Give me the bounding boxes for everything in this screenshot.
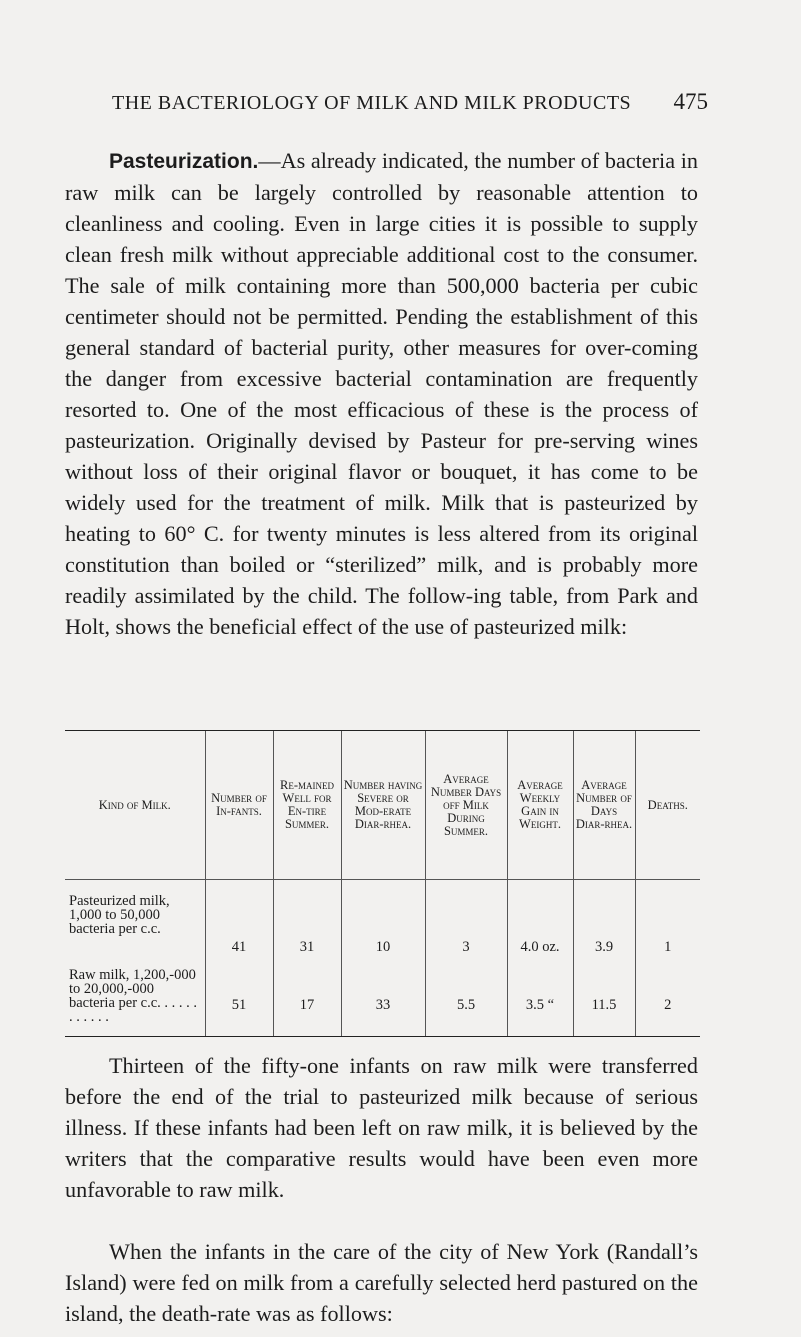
gain-cell: [507, 880, 573, 1037]
col-header-diarrhea-count: Number having Severe or Mod-erate Diar-rhea.: [341, 731, 425, 880]
running-head: THE BACTERIOLOGY OF MILK AND MILK PRODUCTS: [112, 92, 632, 114]
table-cell: 5.5: [456, 997, 476, 1013]
table-cell: 17: [299, 997, 315, 1013]
table-cell: 11.5: [591, 997, 617, 1013]
paragraph-body: —As already indicated, the number of bacteria in raw milk can be largely controlled by reasonable attention to cleanliness and cooling. Even in large cities it is possible to supply clean fresh milk without appreciable additional cost to the consumer. The sale of milk containing more than 500,000 bacteria per cubic centimeter should not be permitted. Pending the establishment of this general standard of bacterial purity, other measures for over-coming the danger from excessive bacterial contamination are frequently resorted to. One of the most efficacious of these is the process of pasteurization. Originally devised by Pasteur for pre-serving wines without loss of their original flavor or bouquet, it has come to be widely used for the treatment of milk. Milk that is pasteurized by heating to 60° C. for twenty minutes is less altered from its original constitution than boiled or “sterilized” milk, and is probably more readily assimilated by the child. The follow-ing table, from Park and Holt, shows the beneficial effect of the use of pasteurized milk:: [65, 148, 698, 639]
page-header: [112, 89, 708, 126]
section-run-in-heading: Pasteurization.: [109, 150, 259, 173]
row-label-pasteurized: Pasteurized milk, 1,000 to 50,000 bacteria per c.c.: [69, 893, 170, 937]
table-cell: 2: [664, 997, 672, 1013]
col-header-weekly-gain: Average Weekly Gain in Weight.: [507, 731, 573, 880]
table-cell: 3.9: [594, 939, 614, 955]
table-cell: 1: [664, 939, 672, 955]
table-header-row: [65, 731, 700, 880]
page-number: 475: [673, 89, 708, 114]
table-cell: 4.0 oz.: [520, 939, 560, 955]
paragraph-pasteurization: [65, 145, 698, 642]
table-cell: 3: [462, 939, 470, 955]
table-cell: 41: [231, 939, 247, 955]
diarrhea-cell: [341, 880, 425, 1037]
deaths-cell: [635, 880, 700, 1037]
table-cell: 3.5 “: [525, 997, 555, 1013]
col-header-days-off-milk: Average Number Days off Milk During Summer.: [425, 731, 507, 880]
kind-cell: [65, 880, 205, 1037]
table-body-row: [65, 880, 700, 1037]
col-header-days-diarrhea: Average Number of Days Diar-rhea.: [573, 731, 635, 880]
table-cell: 10: [375, 939, 391, 955]
col-header-infants: Number of In-fants.: [205, 731, 273, 880]
row-label-raw: Raw milk, 1,200,-000 to 20,000,-000 bacteria per c.c. . . . . . . . . . . .: [69, 967, 198, 1025]
data-table: [65, 730, 700, 1037]
paragraph-thirteen-infants: Thirteen of the fifty-one infants on raw milk were transferred before the end of the trial to pasteurized milk because of serious illness. If these infants had been left on raw milk, it is believed by the writers that the comparative results would have been even more unfavorable to raw milk.: [65, 1053, 698, 1202]
days-diarrhea-cell: [573, 880, 635, 1037]
infants-cell: [205, 880, 273, 1037]
col-header-remained-well: Re-mained Well for En-tire Summer.: [273, 731, 341, 880]
col-header-deaths: Deaths.: [635, 731, 700, 880]
table-cell: 51: [231, 997, 247, 1013]
well-cell: [273, 880, 341, 1037]
paragraph-randalls-island: When the infants in the care of the city of New York (Randall’s Island) were fed on milk from a carefully selected herd pastured on the island, the death-rate was as follows:: [65, 1239, 698, 1326]
days-off-cell: [425, 880, 507, 1037]
table-cell: 31: [299, 939, 315, 955]
col-header-kind: Kind of Milk.: [65, 731, 205, 880]
table-cell: 33: [375, 997, 391, 1013]
